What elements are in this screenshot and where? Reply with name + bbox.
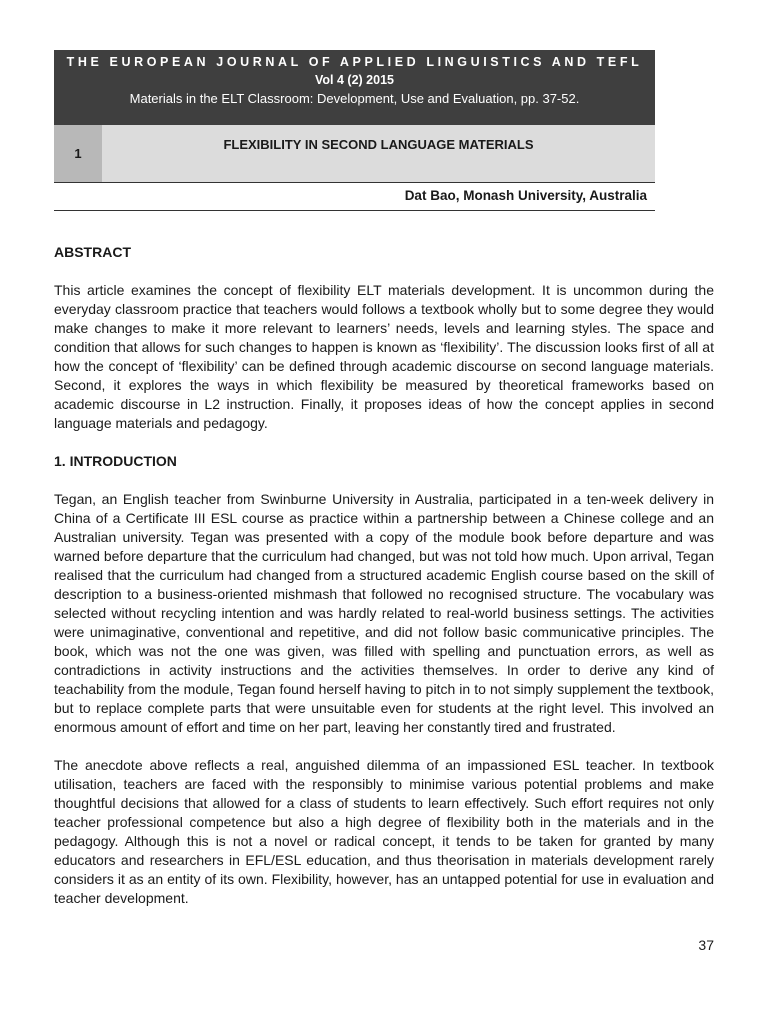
article-title: FLEXIBILITY IN SECOND LANGUAGE MATERIALS	[102, 125, 655, 182]
page-number: 37	[698, 937, 714, 953]
journal-volume: Vol 4 (2) 2015	[315, 73, 394, 87]
issue-theme: Materials in the ELT Classroom: Development, Use and Evaluation, pp. 37-52.	[129, 91, 580, 106]
journal-header	[54, 50, 655, 125]
abstract-text: This article examines the concept of flexibility ELT materials development. It is uncommon during the everyday classroom practice that teachers would follows a textbook wholly but to some degree they would make changes to make it more relevant to learners’ needs, levels and learning styles. The space and condition that allows for such changes to happen is known as ‘flexibility’. The discussion looks first of all at how the concept of ‘flexibility’ can be defined through academic discourse on second language materials. Second, it explores the ways in which flexibility be measured by theoretical frameworks based on academic discourse in L2 instruction. Finally, it proposes ideas of how the concept applies in second language materials and pedagogy.	[54, 282, 714, 431]
abstract-heading: ABSTRACT	[54, 244, 131, 260]
author-affiliation: Dat Bao, Monash University, Australia	[404, 188, 647, 203]
introduction-paragraph-1: Tegan, an English teacher from Swinburne University in Australia, participated in a ten-week delivery in China of a Certificate III ESL course as practice within a partnership between a Chinese college and an Australian university. Tegan was presented with a copy of the module book before departure and was warned before departure that the curriculum had changed, but was not told how much. Upon arrival, Tegan realised that the curriculum had changed from a structured academic English course based on the skill of description to a business-oriented mishmash that followed no recognised structure. The vocabulary was selected without recycling intention and was hardly related to real-world business settings. The activities were unimaginative, conventional and repetitive, and did not follow basic communicative principles. The book, which was not the one was given, was filled with spelling and punctuation errors, as well as contradictions in activity instructions and the activities themselves. In order to derive any kind of teachability from the module, Tegan found herself having to pitch in to not simply supplement the textbook, but to replace complete parts that were unsuitable even for students at the right level. This involved an enormous amount of effort and time on her part, leaving her constantly tired and frustrated.	[54, 491, 714, 735]
article-body	[54, 243, 714, 927]
journal-title: THE EUROPEAN JOURNAL OF APPLIED LINGUISTICS AND TEFL	[66, 55, 643, 69]
introduction-paragraph-2: The anecdote above reflects a real, anguished dilemma of an impassioned ESL teacher. In textbook utilisation, teachers are faced with the responsibly to minimise various potential problems and make thoughtful decisions that allowed for a class of students to learn effectively. Such effort requires not only teacher professional competence but also a high degree of flexibility both in the materials and in the pedagogy. Although this is not a novel or radical concept, it tends to be taken for granted by many educators and researchers in EFL/ESL education, and thus theorisation in materials development rarely considers it as an entity of its own. Flexibility, however, has an untapped potential for use in evaluation and teacher development.	[54, 757, 714, 906]
article-number: 1	[54, 125, 102, 182]
introduction-heading: 1. INTRODUCTION	[54, 453, 177, 469]
article-title-row	[54, 125, 655, 183]
author-row	[54, 182, 655, 211]
